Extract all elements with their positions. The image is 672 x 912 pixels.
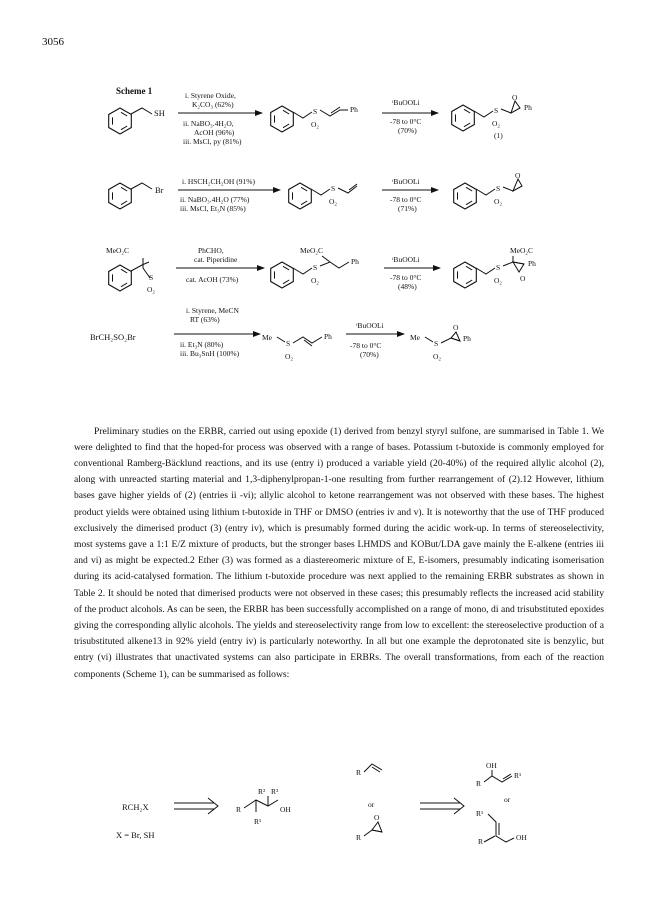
row1-final-o: O	[512, 93, 518, 102]
row2-product-vinyl-sulfone	[289, 183, 357, 209]
double-arrow-2	[420, 798, 464, 814]
row3-o2-label: O₂	[147, 285, 156, 294]
summary-prod2-r: R	[478, 837, 484, 846]
body-paragraph: Preliminary studies on the ERBR, carried out using epoxide (1) derived from benzyl styryl sulfone, are summarised in Table 1. We were delighted to find that the hoped-for process was observed with a range of bases. Potassium t-butoxide is commonly employed for conventional Ramberg-Bäcklund reactions, and its use (entry i) produced a variable yield (20-40%) of the required allylic alcohol (2), along with unreacted starting material and 1,3-diphenylpropan-1-one resulting from further rearrangement of (2).12 However, lithium bases gave higher yields of (2) (entries ii -vi); allylic alcohol to ketone rearrangement was not observed with these bases. The highest product yields were obtained using lithium t-butoxide in THF or DMSO (entries iv and v). It is noteworthy that the use of THF produced exclusively the dimerised product (3) (entry iv), which is presumably formed during the acidic work-up. In terms of stereoselectivity, most systems gave a 1:1 E/Z mixture of products, but the stronger bases LHMDS and KOBut/LDA gave mainly the E-alkene (entries iii and vi) as might be expected.2 Ether (3) was formed as a diastereomeric mixture of E, E-isomers, presumably indicating isomerisation during its acid-catalysed formation. The lithium t-butoxide procedure was next applied to the remaining ERBR substrates as shown in Table 2. It should be noted that dimerised products were not observed in these cases; this presumably reflects the increased acid stability of the product alcohols. As can be seen, the ERBR has been successfully accomplished on a range of mono, di and trisubstituted epoxides giving the corresponding allylic alcohols. The yields and stereoselectivity range from low to excellent: the stereoselective production of a trisubstituted alkene13 in 92% yield (entry iv) is particularly noteworthy. In all but one example the deprotonated site is benzylic, but entry (vi) illustrates that unactivated systems can also participate in ERBRs. The overall transformations, from each of the reaction components (Scheme 1), can be summarised as follows:	[74, 425, 604, 680]
scheme-title: Scheme 1	[116, 86, 153, 96]
row3-prod-ph: Ph	[351, 257, 359, 266]
row4-conditions-1	[180, 306, 240, 358]
row4-o2-label: O₂	[285, 352, 294, 361]
row2-final-o: O	[515, 171, 521, 180]
summary-r3-label: R³	[271, 787, 279, 796]
summary-prod1-r1: R¹	[514, 771, 522, 780]
row4-cond2-line2: -78 to 0°C	[350, 341, 382, 350]
row4-final-o: O	[453, 323, 459, 332]
row3-final-o: O	[520, 274, 526, 283]
row3-final-o2: O₂	[494, 276, 503, 285]
row4-final-me: Me	[410, 333, 420, 342]
row3-s-label: S	[149, 273, 154, 282]
summary-prod2-r1: R¹	[476, 809, 484, 818]
row2-o2-label: O₂	[329, 197, 338, 206]
row4-product-alkene	[262, 332, 332, 361]
row4-final-o2: O₂	[433, 352, 442, 361]
row3-cond2-line2: -78 to 0°C	[390, 273, 422, 282]
row4-final-ph: Ph	[463, 334, 471, 343]
summary-transformation	[116, 761, 527, 846]
row4-final-s: S	[434, 339, 439, 348]
row3-cond1-line2: cat. Piperidine	[194, 255, 238, 264]
row1-epoxide-product	[452, 93, 532, 140]
row3-starting-material	[106, 246, 155, 294]
row2-final-s: S	[496, 184, 501, 193]
row1-cond2-line1: ᵗBuOOLi	[392, 98, 420, 107]
row1-cond2-line3: (70%)	[398, 126, 417, 135]
row4-me-label: Me	[262, 333, 272, 342]
row2-conditions-2	[390, 177, 421, 213]
row2-starting-material	[109, 183, 164, 209]
row4-epoxide-product	[410, 323, 471, 361]
row1-conditions-2	[390, 98, 421, 135]
row2-br-label: Br	[155, 185, 164, 195]
row2-final-o2: O₂	[494, 197, 503, 206]
row4-cond1-line1: i. Styrene, MeCN	[186, 306, 239, 315]
summary-alkene-r: R	[356, 768, 362, 777]
row3-cond1-line3: cat. AcOH (73%)	[186, 275, 239, 284]
row4-cond2-line3: (70%)	[360, 350, 379, 359]
summary-epoxide-r: R	[356, 833, 362, 842]
page-number: 3056	[42, 36, 64, 48]
row3-prod-o2: O₂	[311, 276, 320, 285]
row3-prod-s: S	[313, 263, 318, 272]
row4-cond1-line2: RT (63%)	[190, 315, 220, 324]
row3-cond1-line1: PhCHO,	[198, 246, 224, 255]
row1-starting-material	[109, 108, 165, 134]
summary-prod2-oh: OH	[516, 833, 527, 842]
summary-oh-label: OH	[280, 805, 291, 814]
row1-cond1-line3: ii. NaBO₃.4H₂O,	[183, 119, 234, 128]
row2-cond1-line3: iii. MsCl, Et₃N (85%)	[180, 204, 246, 213]
row1-final-ph: Ph	[524, 103, 532, 112]
row3-prod-ester: MeO₂C	[300, 246, 324, 255]
summary-r1-label: R¹	[254, 817, 262, 826]
row3-final-ph: Ph	[528, 259, 536, 268]
row1-conditions-1	[183, 91, 242, 146]
summary-or-2: or	[504, 795, 511, 804]
row1-product-sulfone	[271, 105, 358, 132]
row1-cond1-line5: iii. MsCl, py (81%)	[183, 137, 242, 146]
row2-cond2-line2: -78 to 0°C	[390, 195, 422, 204]
row2-cond2-line3: (71%)	[398, 204, 417, 213]
row3-conditions-2	[390, 255, 421, 291]
row4-ph-label: Ph	[324, 332, 332, 341]
row1-final-s: S	[494, 106, 499, 115]
row1-s-label: S	[313, 107, 318, 116]
row3-cond2-line3: (48%)	[398, 282, 417, 291]
row1-cond1-line2: K₂CO₃ (62%)	[192, 100, 234, 109]
row4-conditions-2	[350, 321, 384, 359]
row1-final-o2: O₂	[492, 119, 501, 128]
row2-cond1-line1: i. HSCH₂CH₂OH (91%)	[182, 177, 255, 186]
row2-epoxide-product	[454, 171, 522, 209]
summary-r2-label: R²	[258, 787, 266, 796]
row1-sh-label: SH	[154, 108, 165, 118]
row3-epoxide-product	[454, 246, 536, 288]
summary-left-formula: RCH₂X	[122, 802, 149, 812]
summary-prod1-oh: OH	[486, 761, 497, 770]
summary-or-1: or	[368, 800, 375, 809]
row1-compound-label: (1)	[494, 131, 503, 140]
row4-starting-material: BrCH₂SO₂Br	[90, 332, 136, 342]
summary-left-x: X = Br, SH	[116, 830, 155, 840]
double-arrow-1	[174, 798, 218, 814]
row3-product-alkene	[271, 246, 359, 288]
row2-conditions-1	[180, 177, 255, 213]
row1-cond1-line1: i. Styrene Oxide,	[185, 91, 236, 100]
row4-s-label: S	[286, 339, 291, 348]
row4-cond1-line4: iii. Bu₃SnH (100%)	[180, 349, 240, 358]
summary-prod1-r: R	[476, 779, 482, 788]
row2-cond2-line1: ᵗBuOOLi	[392, 177, 420, 186]
row3-final-s: S	[496, 263, 501, 272]
row3-conditions-1	[186, 246, 239, 284]
summary-epoxide-o: O	[374, 813, 380, 822]
row1-o2-label: O₂	[311, 120, 320, 129]
summary-r-label: R	[236, 805, 242, 814]
row3-cond2-line1: ᵗBuOOLi	[392, 255, 420, 264]
row2-s-label: S	[331, 184, 336, 193]
row1-cond2-line2: -78 to 0°C	[390, 117, 422, 126]
row4-cond2-line1: ᵗBuOOLi	[356, 321, 384, 330]
row3-final-ester: MeO₂C	[510, 246, 534, 255]
row4-cond1-line3: ii. Et₃N (80%)	[180, 340, 224, 349]
row1-cond1-line4: AcOH (96%)	[194, 128, 235, 137]
row1-ph-label: Ph	[350, 105, 358, 114]
row2-cond1-line2: ii. NaBO₃.4H₂O (77%)	[180, 195, 250, 204]
row3-ester-label: MeO₂C	[106, 246, 130, 255]
